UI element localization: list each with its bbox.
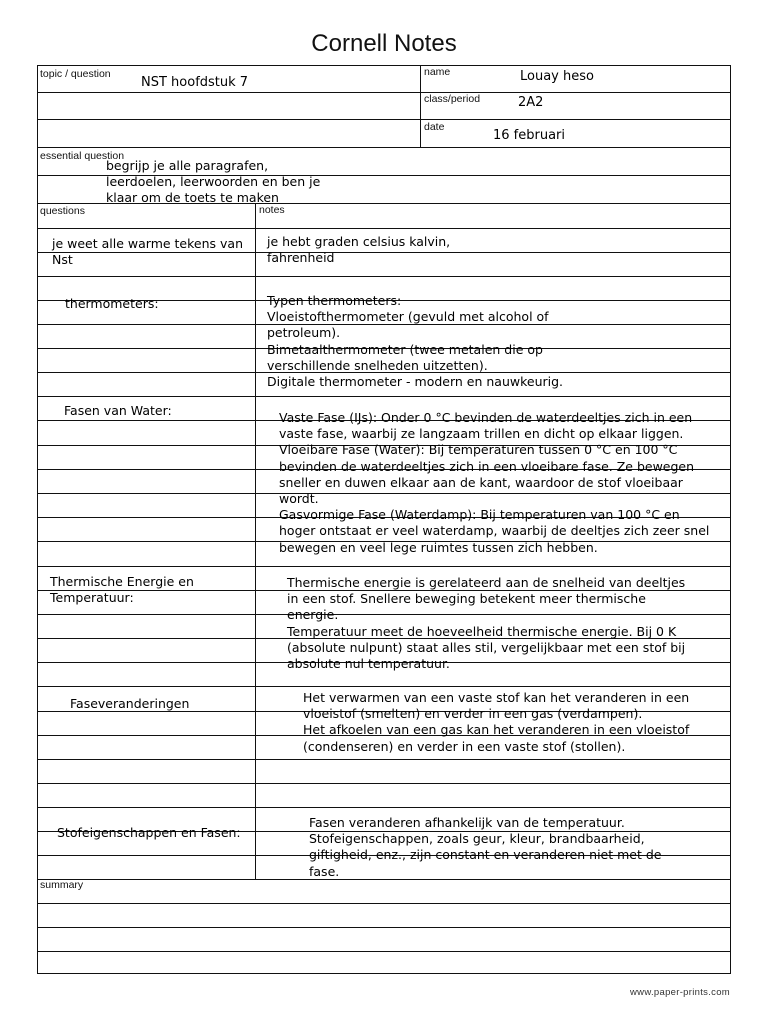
row-divider — [37, 927, 731, 928]
footer-url: www.paper-prints.com — [630, 987, 730, 998]
row-divider — [37, 903, 731, 904]
note-entry: Thermische energie is gerelateerd aan de snelheid van deeltjes in een stof. Snellere beweging betekent meer thermische energie. Temperatuur meet de hoeveelheid thermische energie. Bij 0 K (absolute nulpunt) staat alles stil, vergelijkbaar met een stof bij absolute nul temperatuur. — [287, 575, 686, 672]
essential-question-label: essential question — [40, 150, 125, 162]
questions-column-label: questions — [40, 205, 85, 217]
row-divider — [37, 686, 731, 687]
topic-value: NST hoofdstuk 7 — [141, 75, 249, 90]
question-entry: Fasen van Water: — [64, 403, 172, 418]
row-divider — [37, 147, 731, 148]
page-title: Cornell Notes — [311, 30, 457, 57]
date-value: 16 februari — [493, 128, 566, 143]
row-divider — [37, 783, 731, 784]
note-entry: je hebt graden celsius kalvin, fahrenheid — [267, 234, 451, 266]
class-period-label: class/period — [424, 93, 481, 105]
row-divider — [37, 807, 731, 808]
question-entry: Stofeigenschappen en Fasen: — [57, 825, 241, 840]
row-divider — [37, 951, 731, 952]
class-period-value: 2A2 — [518, 95, 544, 110]
row-divider — [37, 396, 731, 397]
row-divider — [37, 119, 731, 120]
topic-label: topic / question — [40, 68, 111, 80]
notes-column-label: notes — [259, 204, 285, 216]
header-column-divider — [420, 65, 421, 147]
note-entry: Vaste Fase (IJs): Onder 0 °C bevinden de waterdeeltjes zich in een vaste fase, waarbij ze langzaam trillen en dicht op elkaar liggen. Vloeibare Fase (Water): Bij temperaturen tussen 0 °C en 100 °C bevinden de waterdeeltjes zich in een vloeibare fase. Ze bewegen sneller en duwen elkaar aan de kant, waardoor de stof vloeibaar wordt. Gasvormige Fase (Waterdamp): Bij temperaturen van 100 °C en hoger ontstaat er veel waterdamp, waarbij de deeltjes zich zeer snel bewegen en veel lege ruimtes tussen zich hebben. — [279, 410, 710, 555]
date-label: date — [424, 121, 445, 133]
name-label: name — [424, 66, 451, 78]
row-divider — [37, 228, 731, 229]
row-divider — [37, 276, 731, 277]
note-entry: Fasen veranderen afhankelijk van de temperatuur. Stofeigenschappen, zoals geur, kleur, brandbaarheid, giftigheid, enz., zijn constant en veranderen niet met de fase. — [309, 815, 662, 879]
note-entry: Het verwarmen van een vaste stof kan het veranderen in een vloeistof (smelten) en verder in een gas (verdampen). Het afkoelen van een gas kan het veranderen in een vloeistof (condenseren) en verder in een vaste stof (stollen). — [303, 690, 690, 754]
essential-question-text: begrijp je alle paragrafen, leerdoelen, leerwoorden en ben je klaar om de toets te maken — [106, 158, 321, 206]
questions-notes-divider — [255, 203, 256, 879]
question-entry: je weet alle warme tekens van Nst — [52, 236, 243, 267]
row-divider — [37, 759, 731, 760]
question-entry: thermometers: — [65, 296, 159, 311]
note-entry: Typen thermometers: Vloeistofthermometer (gevuld met alcohol of petroleum). Bimetaalthermometer (twee metalen die op verschillende snelheden uitzetten). Digitale thermometer - modern en nauwkeurig. — [267, 293, 564, 390]
name-value: Louay heso — [520, 69, 594, 84]
row-divider — [37, 566, 731, 567]
question-entry: Faseveranderingen — [70, 696, 190, 711]
summary-label: summary — [40, 879, 84, 891]
question-entry: Thermische Energie en Temperatuur: — [50, 574, 194, 605]
row-divider — [37, 92, 731, 93]
